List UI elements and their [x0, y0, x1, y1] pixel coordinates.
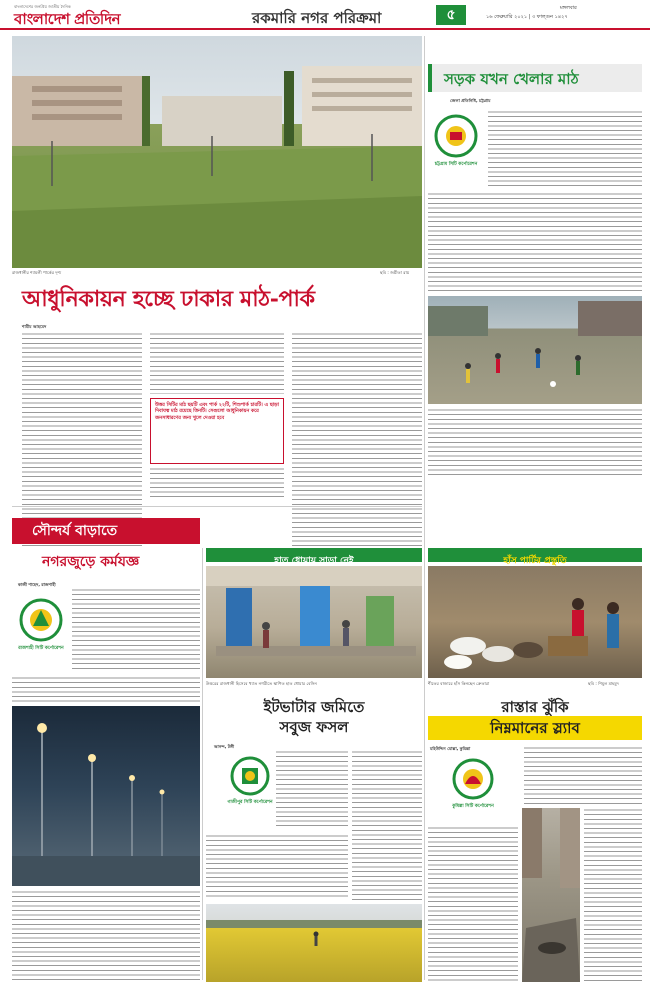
story3-title-line1: সৌন্দর্য বাড়াতে: [12, 518, 200, 544]
street-lights-night-illustration: [12, 706, 200, 886]
story1-photo: [428, 296, 642, 404]
story3-logo-label: রাজশাহী সিটি কর্পোরেশন: [18, 646, 64, 651]
story1-logo-label: চট্টগ্রাম সিটি কর্পোরেশন: [434, 162, 478, 167]
duck-market-illustration: [428, 566, 642, 678]
children-playing-road-illustration: [428, 296, 642, 404]
section-title: রকমারি নগর পরিক্রমা: [252, 9, 382, 27]
story1-logo: [428, 110, 484, 190]
story6-logo-label: গাজীপুর সিটি কর্পোরেশন: [227, 800, 273, 805]
duck-header-bar: [428, 548, 642, 566]
issue-day: মঙ্গলবার: [560, 5, 577, 11]
story-brickfield-crops: [206, 696, 422, 982]
story1-body-end: [428, 408, 642, 478]
story1-byline: জেলা প্রতিনিধি, চট্টগ্রাম: [450, 98, 491, 103]
handwash-station-illustration: [206, 566, 422, 678]
story7-text-block: [428, 746, 518, 982]
story1-body: [488, 110, 642, 188]
story6-byline: আনন্দ, টঙ্গী: [214, 744, 235, 749]
gazipur-city-logo-icon: [230, 756, 270, 796]
story6-title-line2: সবুজ ফসল: [279, 718, 349, 736]
story2-col2-bottom: [150, 467, 284, 501]
story7-title-line1: রাস্তার ঝুঁকি: [501, 698, 569, 716]
story6-body-col2: [352, 750, 422, 900]
story7-logo: [446, 754, 500, 824]
newspaper-logo: বাংলাদেশ প্রতিদিন: [14, 10, 121, 28]
duck-caption: শীতের বাজারে হাঁস কিনছেন ক্রেতারা: [428, 681, 490, 686]
page-number: ৫: [446, 7, 456, 23]
story7-body-col1: [428, 826, 518, 982]
story7-title-line2: নিম্নমানের স্ল্যাব: [428, 716, 642, 740]
duck-title: হাঁস পার্টির প্রস্তুতি: [503, 556, 567, 566]
issue-date: ১৬ ফেব্রুয়ারি ২০২১ | ৩ ফাল্গুন ১৪২৭: [486, 14, 568, 20]
pullquote-text: উত্তর সিটির মাঠ ছয়টি এবং পার্ক ২২টি, শিশুপার্ক চারটি। এ ছাড়া দিবাযত্ন মাঠ রয়েছে তিনটি। সেগুলো আধুনিকায়ন করে জনসাধারণের জন্য খুলে দেওয়া হবে: [155, 403, 279, 421]
story2-col3: [292, 332, 422, 547]
story2-headline: আধুনিকায়ন হচ্ছে ঢাকার মাঠ-পার্ক: [22, 286, 315, 312]
column-divider: [424, 36, 425, 980]
story3-photo: [12, 706, 200, 886]
story2-col2-top: [150, 332, 284, 394]
story7-logo-label: কুমিল্লা সিটি কর্পোরেশন: [452, 804, 494, 809]
story-road-playground: [428, 36, 642, 546]
story-dhaka-park-modernization: [12, 280, 422, 480]
mustard-field-illustration: [206, 904, 422, 982]
photo-credit: ছবি : জয়ীতা রায়: [380, 270, 410, 275]
story2-byline: শামীম আহমেদ: [22, 324, 47, 329]
story1-title-bar: [428, 64, 642, 92]
broken-slab-road-illustration: [522, 808, 580, 982]
chittagong-city-logo-icon: [434, 114, 478, 158]
field-photo-illustration: [12, 36, 422, 268]
rajshahi-city-logo-icon: [19, 598, 63, 642]
handwash-title: হাত ধোয়ায় সাড়া নেই: [274, 556, 354, 566]
story3-byline: কাজী শাহেদ, রাজশাহী: [18, 582, 56, 587]
story7-photo: [522, 808, 580, 982]
handwash-photo: [206, 566, 422, 678]
story-comilla-slabs: [428, 696, 642, 982]
story7-byline: মহিউদ্দিন মোল্লা, কুমিল্লা: [430, 746, 471, 751]
handwash-header-bar: [206, 548, 422, 566]
duck-photo: [428, 566, 642, 678]
duck-credit: ছবি : শিমুল মাহমুদ: [588, 681, 619, 686]
story6-body-col1: [276, 750, 348, 830]
handwash-caption: উত্তরের রাজধানী হিসেবে খ্যাত নগরীতে স্থাপিত হাত ধোয়ার বেসিন: [206, 681, 317, 686]
story3-body-mid: [12, 676, 200, 702]
story1-body-cont: [428, 192, 642, 294]
story6-photo: [206, 904, 422, 982]
story3-body-top: [72, 588, 200, 672]
field-photo: [12, 36, 422, 268]
story3-body-bottom: [12, 890, 200, 980]
story-rajshahi-beautification: [12, 510, 200, 982]
story3-title-line2: নগরজুড়ে কর্মযজ্ঞ: [42, 554, 140, 570]
field-photo-caption: রাজধানীর শ্যামলী পার্কের দৃশ্য: [12, 270, 62, 275]
story7-body-col3: [584, 808, 642, 982]
masthead: [0, 0, 650, 30]
story6-logo: [226, 750, 274, 826]
story2-pullquote: [150, 398, 284, 464]
story7-body-col2: [524, 746, 642, 806]
story3-logo: [14, 592, 68, 666]
section-divider: [12, 506, 422, 507]
column-divider: [202, 548, 203, 980]
story6-body-col1b: [206, 834, 348, 900]
masthead-tagline: বাংলাদেশের জনপ্রিয় জাতীয় দৈনিক: [14, 4, 71, 9]
page-number-badge: [436, 5, 466, 25]
story1-title: সড়ক যখন খেলার মাঠ: [444, 70, 579, 88]
comilla-city-logo-icon: [452, 758, 494, 800]
story6-title-line1: ইটভাটার জমিতে: [263, 698, 365, 716]
